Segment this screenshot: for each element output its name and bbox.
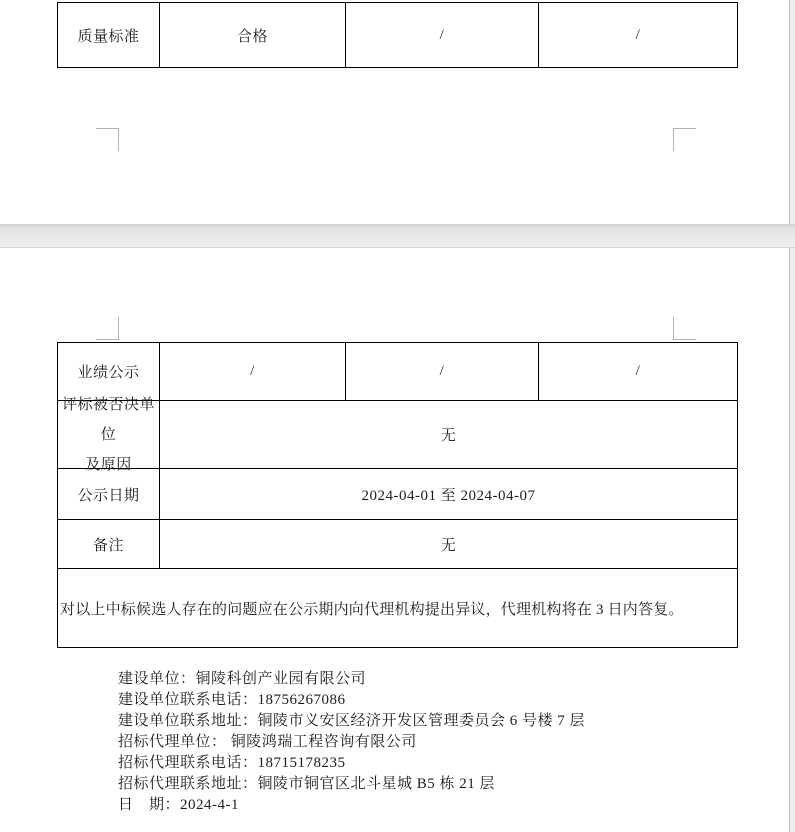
document-page-1	[0, 0, 790, 224]
cell-slash: /	[345, 343, 538, 400]
document-page-2	[0, 248, 790, 832]
cell-slash: /	[538, 3, 737, 67]
cell-performance-label: 业绩公示	[77, 365, 140, 381]
contact-line-construction-unit: 建设单位：铜陵科创产业园有限公司	[118, 671, 367, 687]
cell-rejected-value: 无	[159, 401, 737, 468]
cell-publicity-date-label: 公示日期	[77, 487, 140, 504]
publicity-result-table	[57, 342, 738, 648]
page-separator	[0, 224, 795, 248]
cell-slash: /	[159, 343, 345, 400]
table-row-rejected-bidders	[58, 396, 737, 473]
cell-objection-note: 对以上中标候选人存在的问题应在公示期内向代理机构提出异议，代理机构将在 3 日内答复。	[60, 601, 684, 618]
cell-slash: /	[345, 3, 538, 67]
contact-line-agency-address: 招标代理联系地址：铜陵市铜官区北斗星城 B5 栋 21 层	[118, 776, 496, 792]
margin-crop-mark-bottom-right	[673, 128, 696, 151]
table-row-publicity-date	[58, 468, 737, 519]
contact-info-block	[118, 669, 585, 816]
contact-line-agency-phone: 招标代理联系电话：18715178235	[118, 755, 346, 771]
contact-line-construction-address: 建设单位联系地址：铜陵市义安区经济开发区管理委员会 6 号楼 7 层	[118, 713, 586, 729]
cell-rejected-label	[58, 396, 159, 473]
cell-remarks-value: 无	[159, 520, 737, 568]
rejected-label-line2: 及原因	[85, 456, 132, 473]
table-row	[58, 3, 737, 67]
rejected-label-line1: 评标被否决单位	[61, 396, 155, 443]
contact-line-agency-unit: 招标代理单位： 铜陵鸿瑞工程咨询有限公司	[118, 734, 417, 750]
contact-line-construction-phone: 建设单位联系电话：18756267086	[118, 692, 346, 708]
margin-crop-mark-top-right	[673, 317, 696, 340]
cell-slash: /	[538, 343, 737, 400]
table-row-remarks	[58, 519, 737, 568]
margin-crop-mark-top-left	[96, 317, 119, 340]
table-row-performance	[58, 343, 737, 400]
cell-remarks-label: 备注	[92, 537, 124, 554]
margin-crop-mark-bottom-left	[96, 128, 119, 151]
cell-quality-standard-label: 质量标准	[77, 28, 140, 45]
cell-publicity-date-value: 2024-04-01 至 2024-04-07	[159, 469, 737, 519]
table-row-objection-note	[58, 568, 737, 647]
cell-quality-standard-value: 合格	[159, 3, 345, 67]
contact-line-date: 日 期：2024-4-1	[118, 797, 239, 813]
quality-standard-table	[57, 2, 738, 68]
